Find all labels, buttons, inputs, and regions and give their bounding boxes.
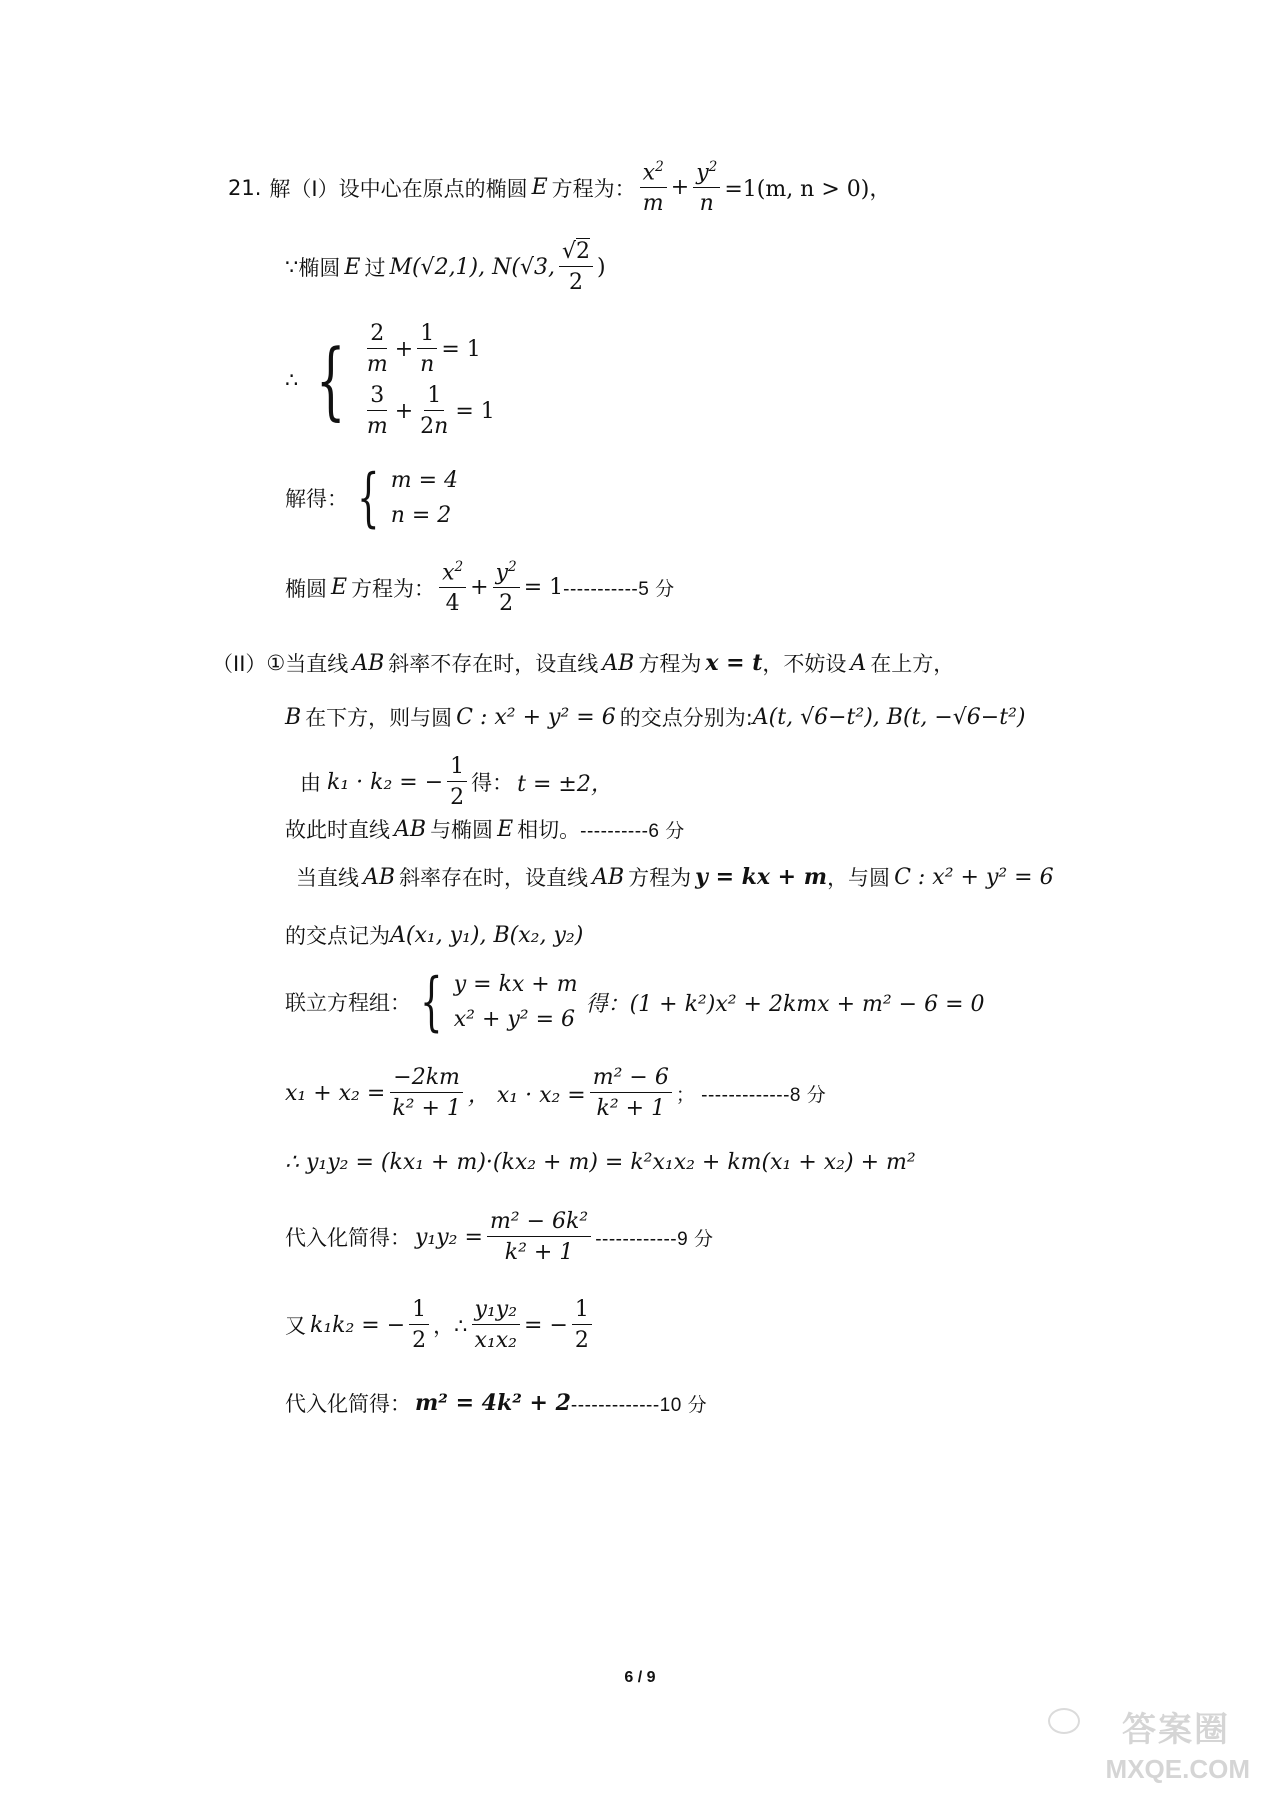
fraction-sqrt2-over-2: $\frac{√2}{2}$ [559,240,593,294]
text-eq-is: 方程为 [638,652,702,676]
solved-block [285,461,458,535]
ab-5: AB [592,864,625,890]
sum-den: k² + 1 [392,1096,461,1122]
fraction-y2-n: $\frac{y^2}{n}$ [693,160,720,216]
fraction-den-2: 2 [568,270,583,296]
score-6: ----------6 分 [580,820,685,842]
text-tangent-1: 故此时直线 [285,818,390,842]
text-slope-exists-2: 斜率存在时，设直线 [399,866,589,890]
text-above: 在上方， [870,652,955,676]
solved-label: 解得： [285,487,348,511]
y1y2-expr: ∴ y₁y₂ = (kx₁ + m)·(kx₂ + m) = k²x₁x₂ + km(x₁ + x₂) + m² [285,1150,916,1175]
system-row-1: $\frac{2}{m}$ + $\frac{1}{n}$ = 1 [366,321,481,378]
text-by: 由 [300,771,321,796]
ellipse-word-2: 椭圆 [285,576,327,601]
points-a-b: A(x₁, y₁), B(x₂, y₂) [390,922,584,948]
t-value: t = ±2， [517,771,613,797]
part2-line-1 [212,648,954,678]
text-tangent-2: 与椭圆 [430,818,494,842]
prod-num: m² − 6 [590,1066,672,1093]
y1y2-num: m² − 6k² [487,1210,591,1237]
ratio-num: y₁y₂ [472,1298,521,1325]
text-tangent-3: 相切。 [517,818,581,842]
part2-slope-exists [296,862,1054,892]
y1y2-expansion [285,1150,916,1175]
ellipse-equation-line: 椭圆 E 方程为： $\frac{x^2}{4}$ + $\frac{y^2}{2}$ = 1 -----------5 分 [285,559,675,617]
sqrt2-radicand: 2 [576,239,590,264]
watermark-line-2: MXQE.COM [1105,1754,1250,1784]
part2-line-2 [285,702,1025,732]
score-9: ------------9 分 [595,1228,714,1250]
system-row-2: $\frac{3}{m}$ + $\frac{1}{2n}$ = 1 [366,383,495,440]
circle-c-eq-2: C : x² + y² = 6 [894,864,1054,890]
brace-left: { [316,331,346,430]
y1y2-lhs: y₁y₂ = [415,1224,483,1250]
intersection-points: A(t, √6−t²), B(t, −√6−t²) [752,704,1026,730]
condition: =1(m, n > 0)， [724,177,892,203]
text-simplify-1: 代入化简得： [285,1226,411,1251]
part2-system: 联立方程组： { y = kx + m x² + y² = 6 得：(1 + k²)x² + 2kmx + m² − 6 = 0 [285,965,985,1039]
sum-num: −2km [390,1066,463,1093]
score-8: ； -------------8 分 [675,1084,827,1106]
part-2-label: （II） [212,652,267,676]
system-eq-2: x² + y² = 6 [453,1007,576,1032]
point-a: A [850,650,867,676]
k1-k2-product: k₁ · k₂ = − [327,769,444,795]
eq-neg: = − [524,1312,568,1338]
solve-label: 解 [269,176,291,201]
text-with-circle: ，与圆 [827,866,891,890]
score-5: -----------5 分 [563,579,675,601]
text-simplify-2: 代入化简得： [285,1392,411,1416]
simplify-9 [285,1210,713,1264]
text-get: 得： [471,771,514,796]
m-value: m = 4 [390,468,458,493]
ab-4: AB [363,864,396,890]
text-system: 联立方程组： [285,991,411,1015]
brace-left-2: { [357,461,380,535]
system-1 [285,322,495,438]
ratio-den: x₁x₂ [474,1328,517,1354]
ellipse-e-4: E [497,816,514,842]
problem-21-header: 21. 解 （I） 设中心在原点的椭圆 E 方程为： $\frac{x^2}{m}$ + $\frac{y^2}{n}$ =1(m, n > 0)， [228,159,892,217]
prod-lhs: ， x₁ · x₂ = [467,1082,586,1108]
sum-lhs: x₁ + x₂ = [285,1080,386,1106]
text-slope-exists-3: 方程为 [628,866,692,890]
passes-word: 过 [364,256,386,281]
simplify-10 [285,1388,707,1418]
quadratic-eq: 得：(1 + k²)x² + 2kmx + m² − 6 = 0 [585,991,985,1017]
because-symbol: ∵ [285,255,299,280]
intro-text: 设中心在原点的椭圆 [338,176,528,201]
text-slope-exists-1: 当直线 [296,866,359,890]
ab-1: AB [352,650,385,676]
text-when-line: 当直线 [285,652,349,676]
vieta-line [285,1066,826,1120]
circle-c-eq: C : x² + y² = 6 [456,704,616,730]
page-number: 6 / 9 [624,1669,656,1686]
part2-tangent [285,814,685,844]
text-no-slope: 斜率不存在时，设直线 [388,652,599,676]
problem-number: 21. [228,175,262,200]
k1k2-b: k₁k₂ = − [310,1312,406,1338]
fraction-x2-m: $\frac{x^2}{m}$ [640,160,667,216]
ab-2: AB [602,650,635,676]
point-b: B [285,704,302,730]
text-intersections: 的交点分别为: [619,706,753,730]
passes-points-line: ∵ 椭圆 E 过 M(√2,1), N(√3, $\frac{√2}{2}$ ) [285,239,606,296]
y-kx-m: y = kx + m [695,864,828,890]
points-m-n: M(√2,1), N(√3, [389,254,555,280]
therefore-symbol: ∴ [285,368,299,393]
circled-one: ① [266,651,286,675]
prod-den: k² + 1 [596,1096,666,1122]
text-therefore-2: ，∴ [433,1314,468,1339]
ellipse-e-2: E [344,254,361,280]
x-equals-t: x = t [705,650,763,676]
text-intersect-label: 的交点记为 [285,924,390,948]
ellipse-eq-label: 方程为： [351,576,436,601]
ellipse-e: E [531,175,548,201]
eq-is-text: 方程为： [551,176,636,201]
k1k2-again: 又 k₁k₂ = − $\frac{1}{2}$ ，∴ $\frac{\text{y₁y₂}}{\text{x₁x₂}}$ = − $\frac{1}{2}$ [285,1298,596,1352]
ellipse-word: 椭圆 [298,256,341,281]
m-squared-eq: m² = 4k² + 2 [415,1390,571,1416]
part2-line-3: 由 k₁ · k₂ = − $\frac{1}{2}$ 得： t = ±2， [300,754,613,811]
half-num: 1 [447,755,467,782]
wechat-icon [1048,1708,1080,1734]
ab-3: AB [394,816,427,842]
part2-intersect [285,920,583,950]
ellipse-e-3: E [331,575,348,601]
watermark [1030,1702,1250,1792]
score-10: -------------10 分 [570,1394,708,1416]
text-also: 又 [285,1314,306,1339]
text-below: 在下方，则与圆 [305,706,453,730]
n-value: n = 2 [390,503,452,528]
text-assume: ，不妨设 [762,652,847,676]
system-eq-1: y = kx + m [453,972,578,997]
part-1-label: （I） [290,176,339,201]
y1y2-den: k² + 1 [504,1240,574,1266]
watermark-line-1: 答案圈 [1122,1711,1230,1749]
